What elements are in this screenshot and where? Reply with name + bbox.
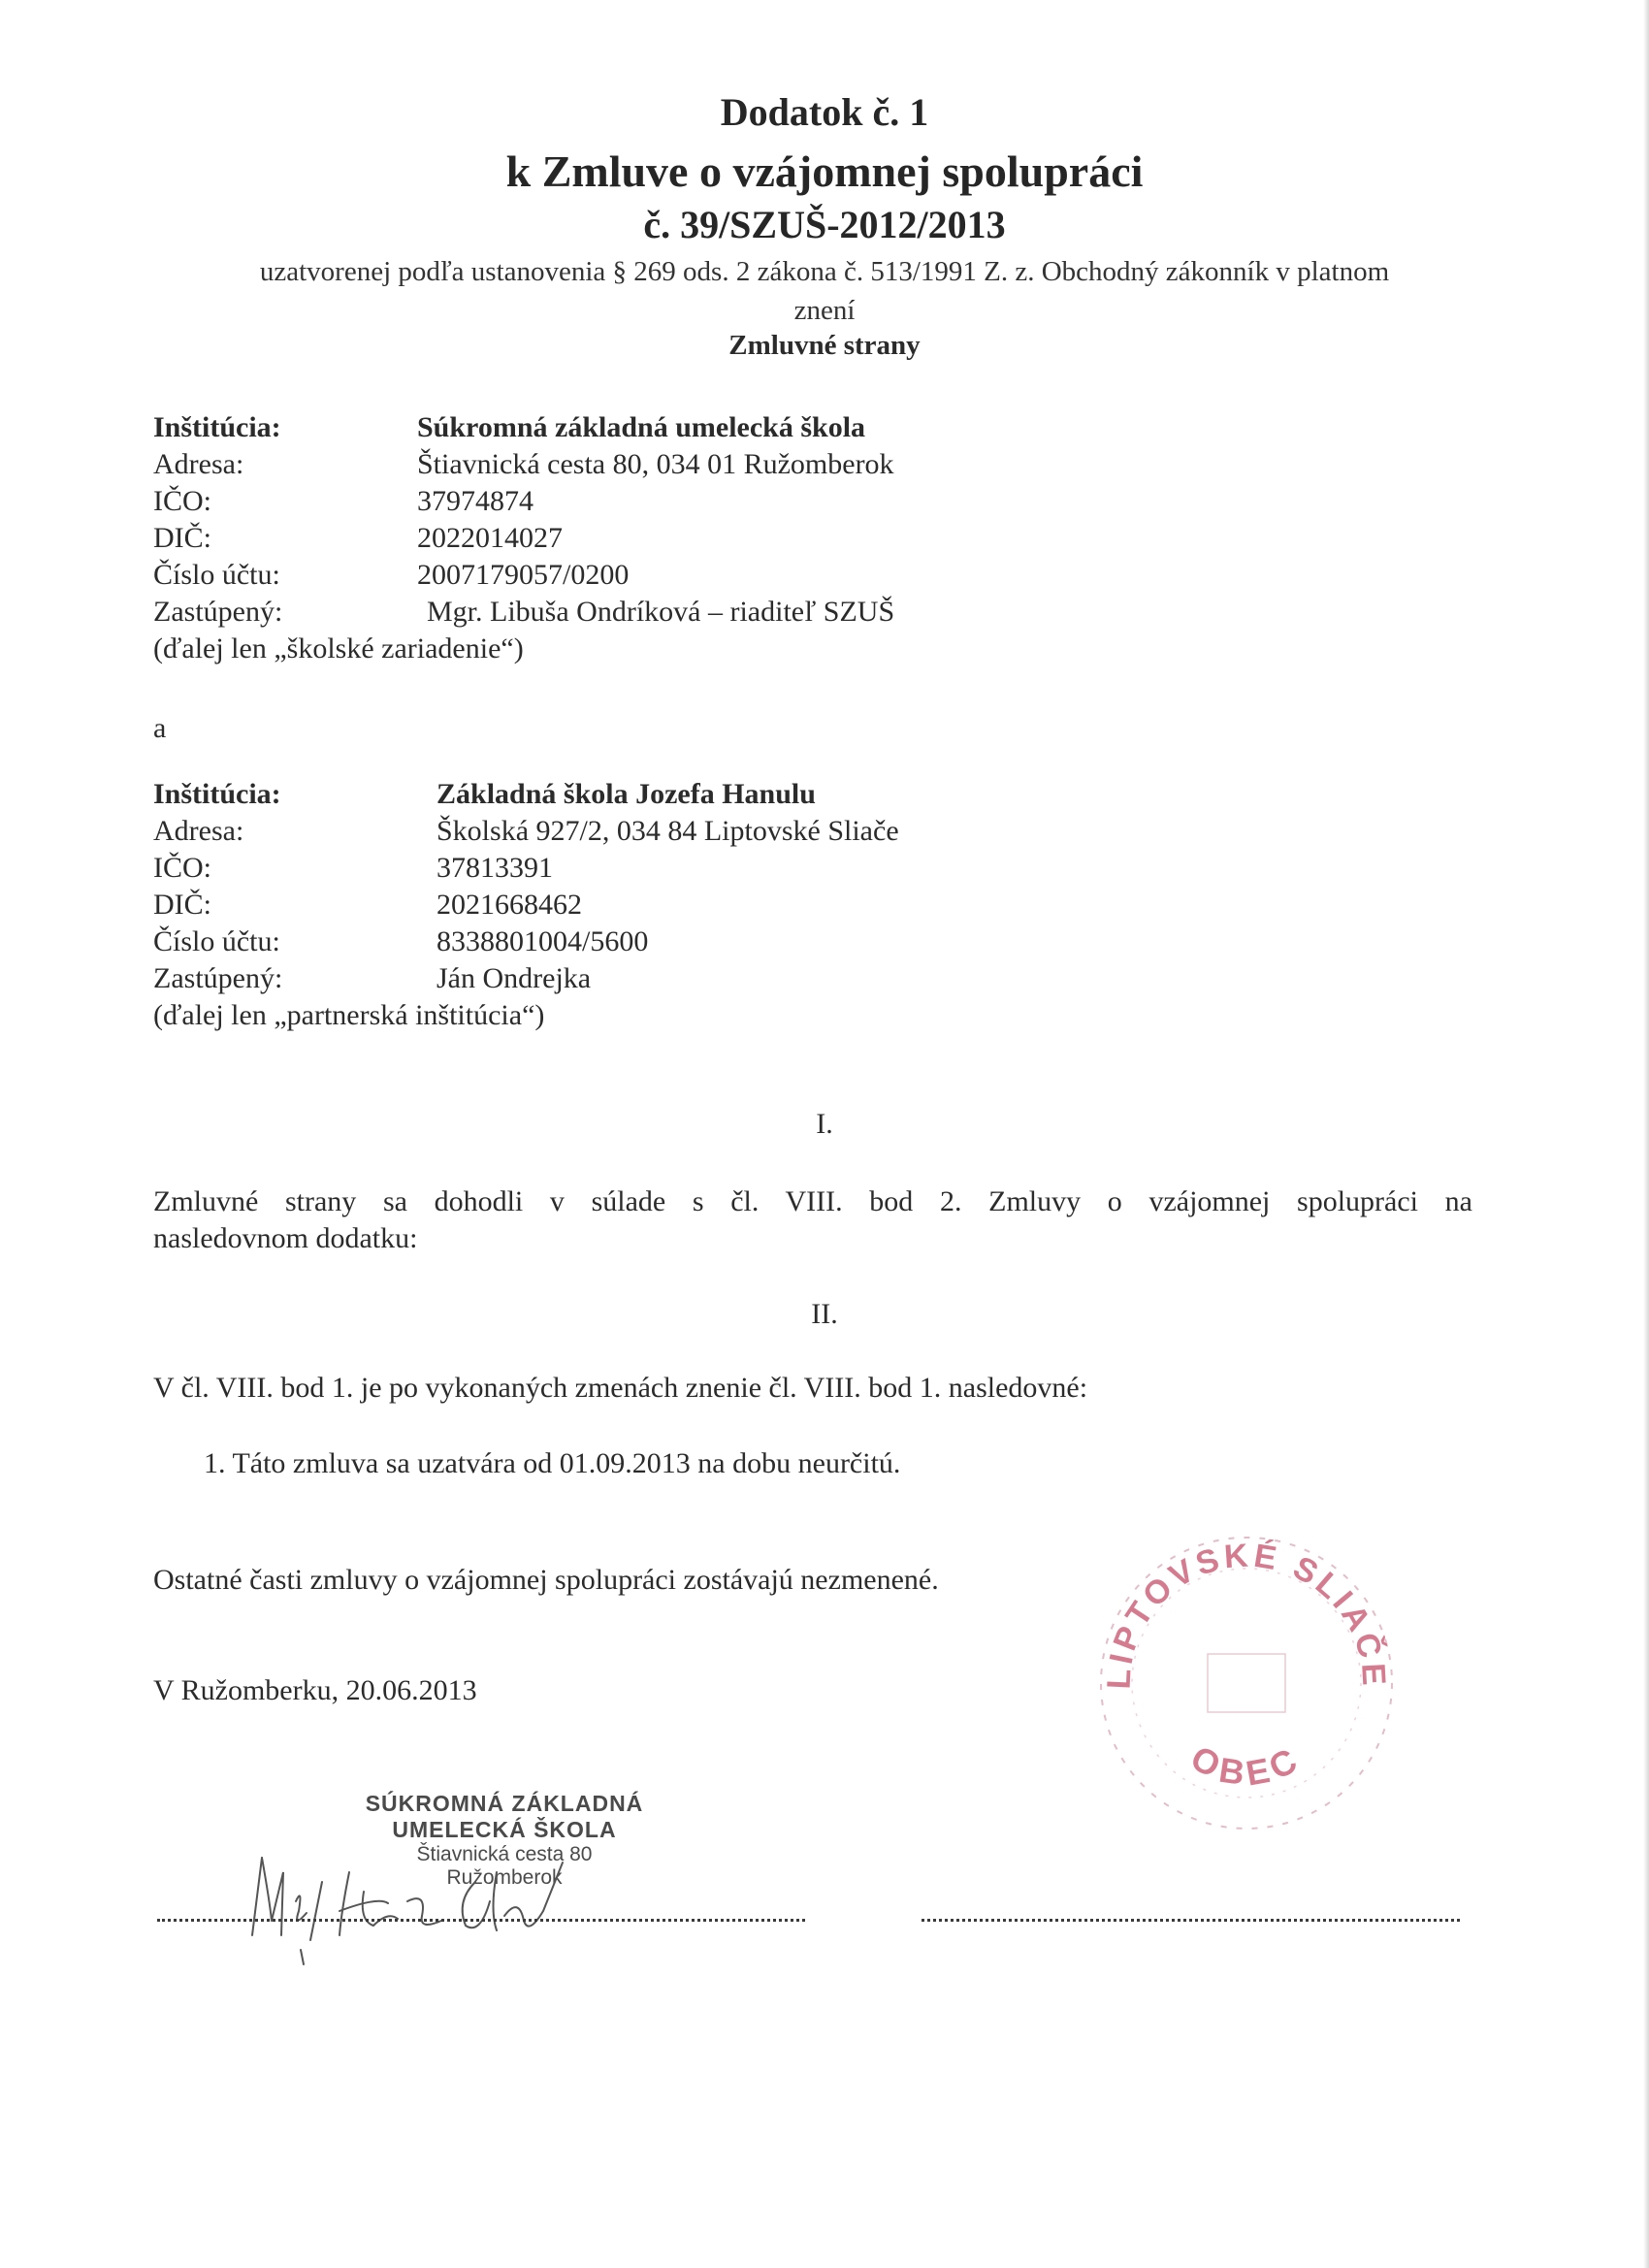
signature-line-right: [922, 1919, 1460, 1922]
party2-institution: Základná škola Jozefa Hanulu: [436, 778, 816, 810]
party1-institution: Súkromná základná umelecká škola: [417, 411, 866, 443]
school-stamp-line4: Ružomberok: [446, 1866, 563, 1889]
svg-text:LIPTOVSKÉ SLIAČE: [1101, 1537, 1393, 1690]
party1-account: 2007179057/0200: [417, 559, 630, 591]
party2-account: 8338801004/5600: [436, 925, 649, 957]
party1-institution-label: Inštitúcia:: [153, 411, 281, 443]
party2-address: Školská 927/2, 034 84 Liptovské Sliače: [436, 815, 899, 847]
party1-rep: Mgr. Libuša Ondríková – riaditeľ SZUŠ: [427, 596, 895, 628]
stamp-text-bottom: OBEC: [1184, 1737, 1309, 1794]
party2-ico: 37813391: [436, 852, 553, 884]
party2-institution-label: Inštitúcia:: [153, 778, 281, 810]
municipal-stamp: [1091, 1528, 1402, 1838]
stamp-text-top: LIPTOVSKÉ SLIAČE: [1100, 1537, 1393, 1691]
closing-text: Ostatné časti zmluvy o vzájomnej spolupráci zostávajú nezmenené.: [153, 1564, 939, 1596]
signature-line-left: [157, 1919, 805, 1922]
parties-heading: Zmluvné strany: [728, 330, 921, 361]
party2-ico-label: IČO:: [153, 852, 211, 884]
party1-dic: 2022014027: [417, 522, 563, 554]
section1-heading: I.: [816, 1108, 833, 1140]
party2-dic-label: DIČ:: [153, 889, 211, 921]
party1-alias: (ďalej len „školské zariadenie“): [153, 632, 524, 664]
contract-number: č. 39/SZUŠ-2012/2013: [643, 203, 1006, 246]
legal-basis-line1: uzatvorenej podľa ustanovenia § 269 ods. 2 zákona č. 513/1991 Z. z. Obchodný zákonník v platnom: [259, 256, 1390, 287]
section2-text: V čl. VIII. bod 1. je po vykonaných zmenách znenie čl. VIII. bod 1. nasledovné:: [153, 1372, 1088, 1404]
party2-dic: 2021668462: [436, 889, 582, 921]
school-stamp-line3: Štiavnická cesta 80: [416, 1843, 593, 1865]
connector: a: [153, 712, 167, 744]
party1-account-label: Číslo účtu:: [153, 559, 280, 591]
place-date: V Ružomberku, 20.06.2013: [153, 1674, 477, 1706]
party1-ico: 37974874: [417, 485, 534, 517]
legal-basis: [146, 252, 1504, 330]
party2-rep-label: Zastúpený:: [153, 962, 283, 994]
party1-address-label: Adresa:: [153, 448, 244, 480]
party1-address: Štiavnická cesta 80, 034 01 Ružomberok: [417, 448, 894, 480]
party2-alias: (ďalej len „partnerská inštitúcia“): [153, 999, 545, 1031]
school-stamp-line1: SÚKROMNÁ ZÁKLADNÁ: [365, 1791, 644, 1816]
section1-text-line2: nasledovnom dodatku:: [153, 1222, 418, 1254]
party2-address-label: Adresa:: [153, 815, 244, 847]
section2-heading: II.: [811, 1298, 838, 1330]
section1-text-line1: Zmluvné strany sa dohodli v súlade s čl. VIII. bod 2. Zmluvy o vzájomnej spolupráci na: [153, 1185, 1472, 1217]
svg-text:OBEC: [1184, 1737, 1309, 1794]
school-stamp-line2: UMELECKÁ ŠKOLA: [392, 1817, 617, 1842]
party1-rep-label: Zastúpený:: [153, 596, 283, 628]
document-title: Dodatok č. 1: [720, 90, 929, 134]
legal-basis-line2: znení: [793, 295, 856, 326]
party1-ico-label: IČO:: [153, 485, 211, 517]
signature-image: [242, 1843, 611, 1969]
party1-dic-label: DIČ:: [153, 522, 211, 554]
document-title-line2: k Zmluve o vzájomnej spolupráci: [505, 146, 1144, 196]
party2-account-label: Číslo účtu:: [153, 925, 280, 957]
party2-rep: Ján Ondrejka: [436, 962, 592, 994]
section2-item: 1. Táto zmluva sa uzatvára od 01.09.2013 na dobu neurčitú.: [204, 1447, 901, 1479]
